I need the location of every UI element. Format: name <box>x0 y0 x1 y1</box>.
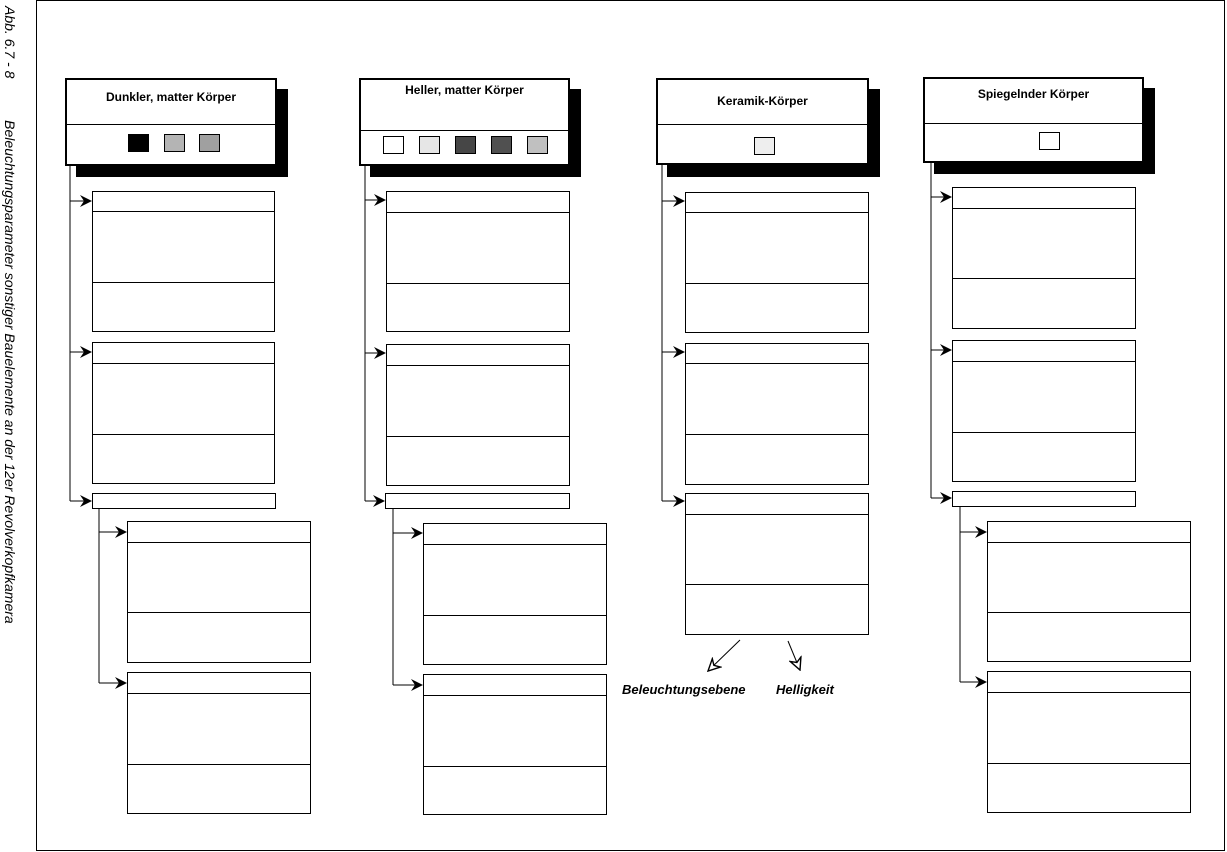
parameter-box <box>423 674 607 815</box>
body-title: Spiegelnder Körper <box>977 87 1090 101</box>
divider <box>67 124 275 125</box>
color-swatch <box>128 134 149 152</box>
parameter-box <box>92 191 275 332</box>
color-swatch <box>491 136 512 154</box>
footer-arrow <box>788 641 800 670</box>
parameter-group-bar <box>92 493 276 509</box>
body-card-dark-matte <box>65 78 277 166</box>
color-swatch <box>527 136 548 154</box>
parameter-box <box>423 523 607 665</box>
parameter-box <box>127 672 311 814</box>
color-swatch <box>199 134 220 152</box>
figure-label: Abb. 6.7 - 8 <box>2 6 18 79</box>
color-swatch <box>419 136 440 154</box>
parameter-box <box>685 343 869 485</box>
parameter-box <box>685 493 869 635</box>
divider <box>361 130 568 131</box>
footer-arrow <box>708 640 740 671</box>
parameter-box <box>685 192 869 333</box>
parameter-group-bar <box>385 493 570 509</box>
footer-label-brightness: Helligkeit <box>776 682 834 697</box>
parameter-box <box>386 344 570 486</box>
body-title: Keramik-Körper <box>717 94 808 108</box>
parameter-box <box>92 342 275 484</box>
parameter-box <box>386 191 570 332</box>
color-swatch <box>754 137 775 155</box>
divider <box>925 123 1142 124</box>
body-title: Heller, matter Körper <box>405 83 524 97</box>
footer-label-plane: Beleuchtungsebene <box>622 682 746 697</box>
figure-title: Beleuchtungsparameter sonstiger Bauelemente an der 12er Revolverkopfkamera <box>2 120 18 624</box>
body-title: Dunkler, matter Körper <box>105 90 237 104</box>
parameter-box <box>952 340 1136 482</box>
parameter-group-bar <box>952 491 1136 507</box>
color-swatch <box>455 136 476 154</box>
parameter-box <box>127 521 311 663</box>
parameter-box <box>987 671 1191 813</box>
color-swatch <box>164 134 185 152</box>
body-card-mirror <box>923 77 1144 163</box>
color-swatch <box>1039 132 1060 150</box>
divider <box>658 124 867 125</box>
color-swatch <box>383 136 404 154</box>
parameter-box <box>987 521 1191 662</box>
parameter-box <box>952 187 1136 329</box>
